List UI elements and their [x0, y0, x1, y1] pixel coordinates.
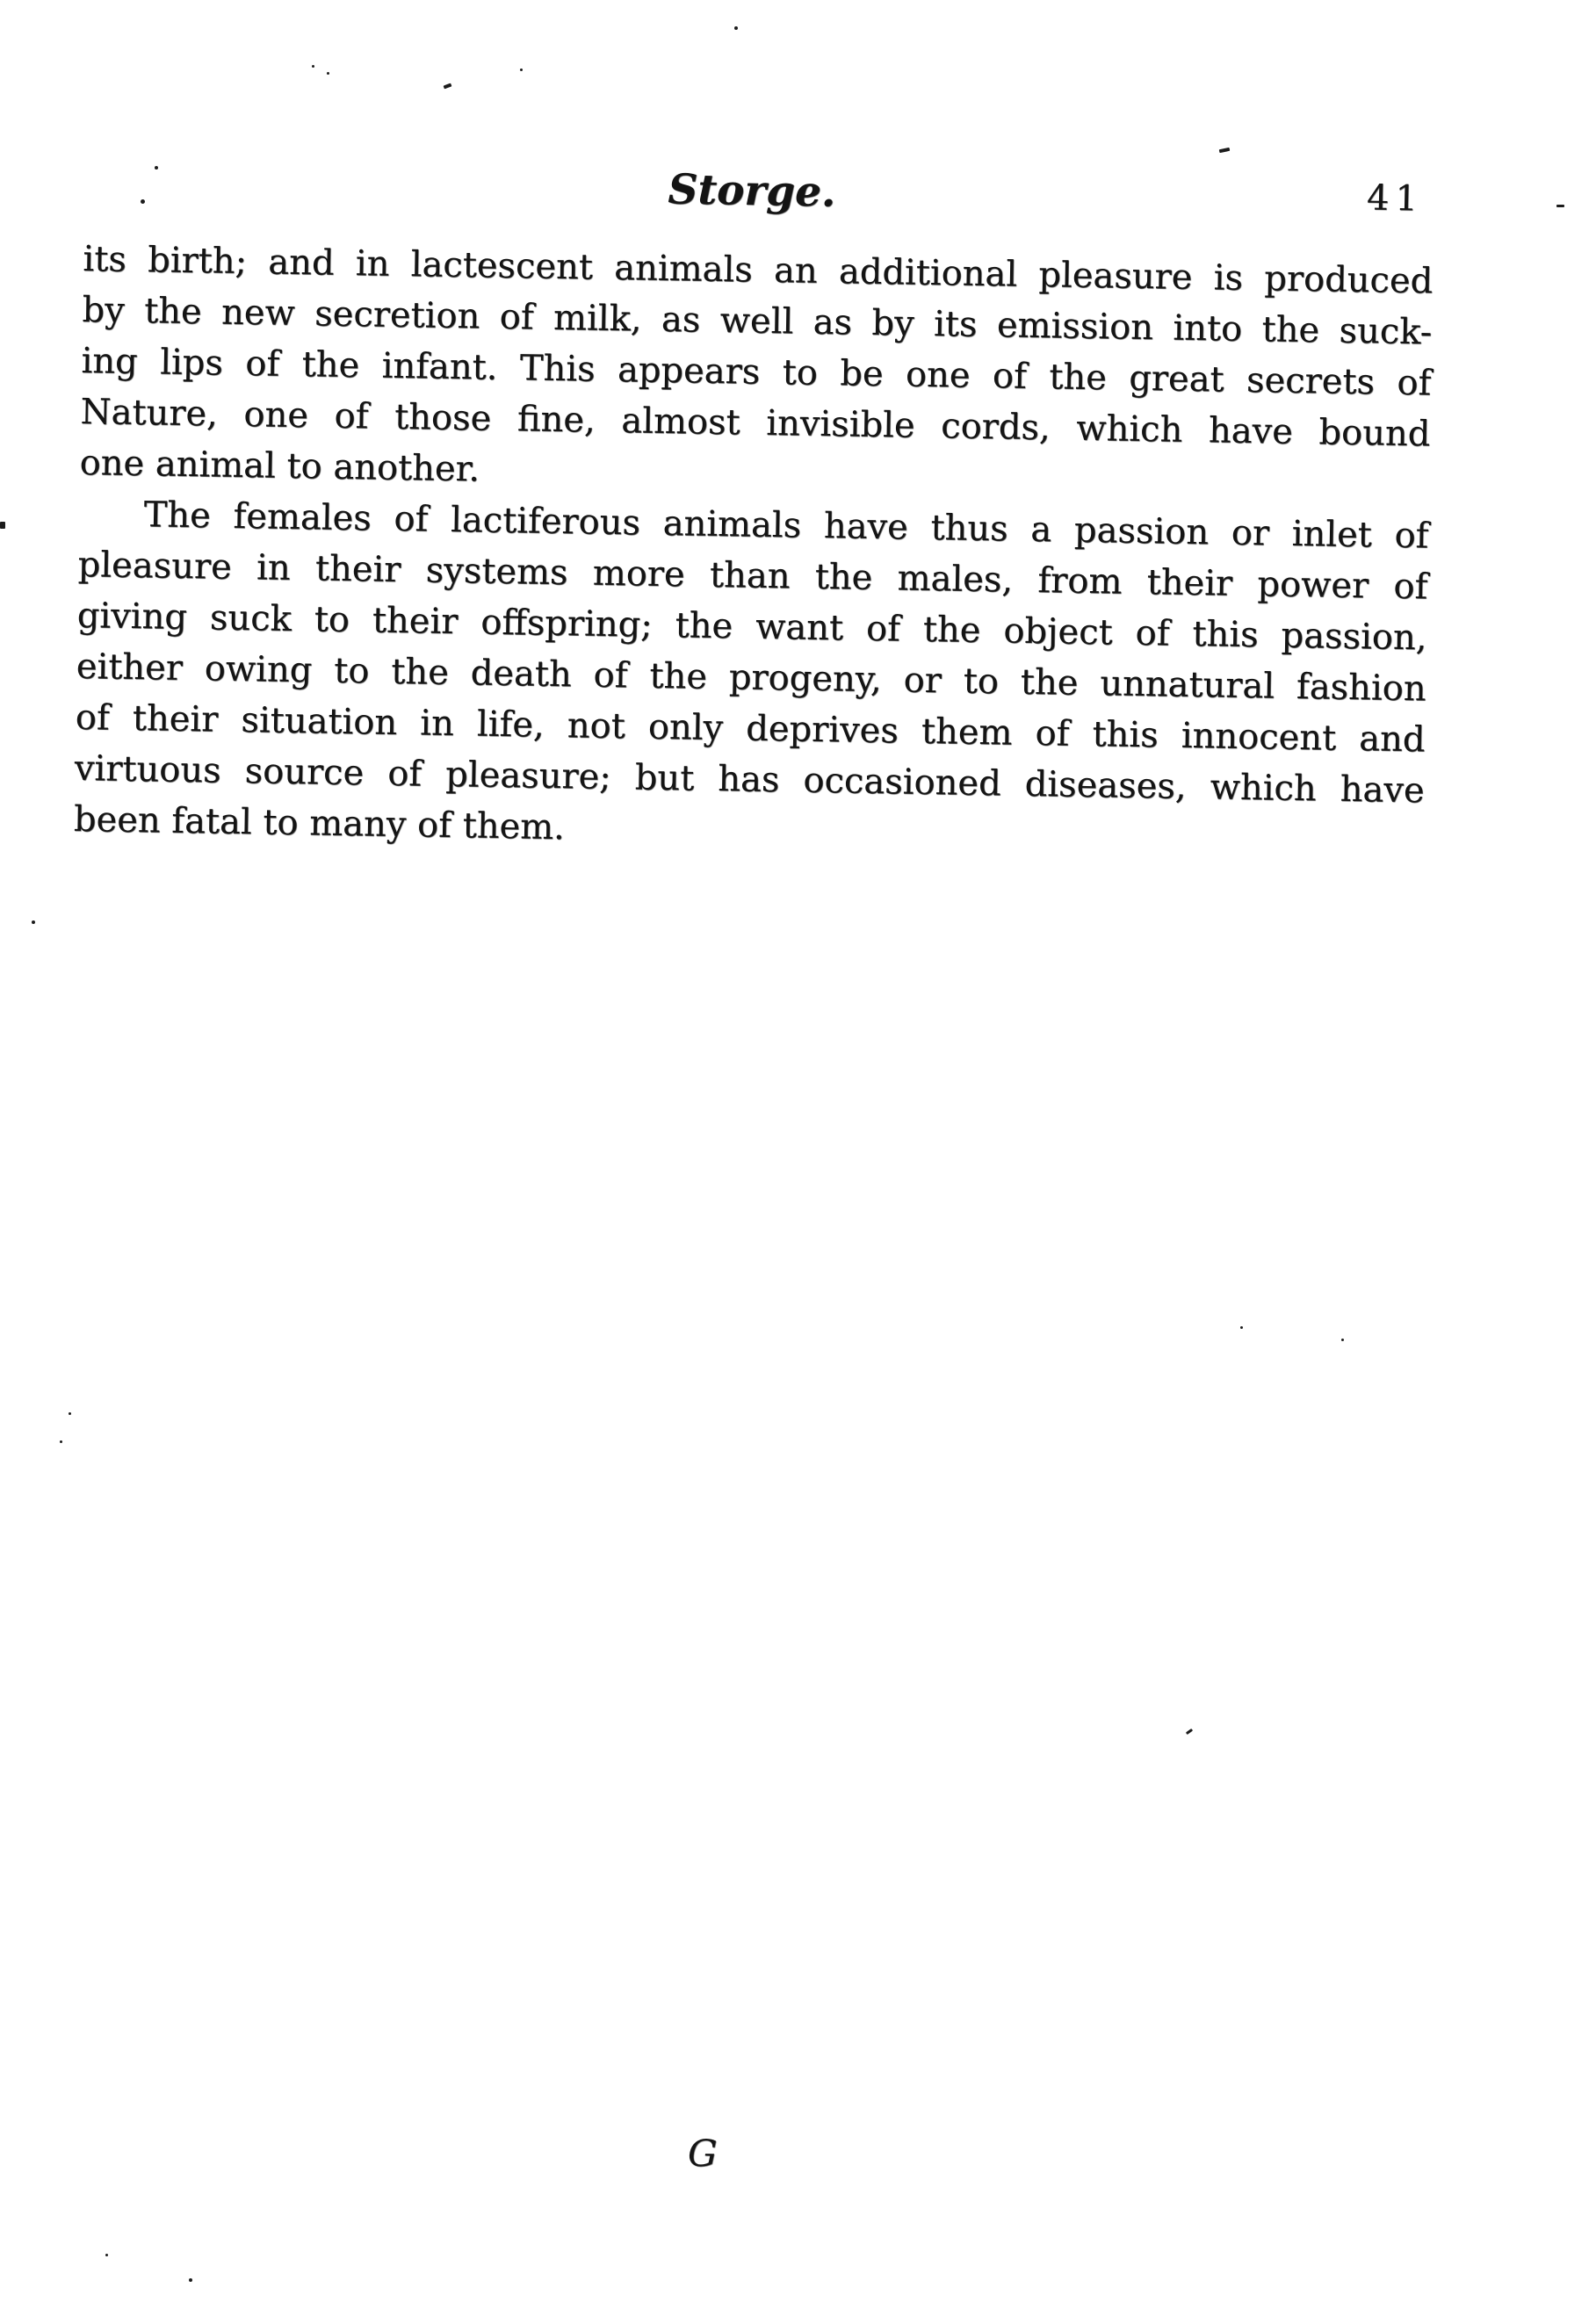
scan-speck	[444, 83, 452, 90]
scan-speck	[189, 2278, 192, 2282]
scan-speck	[327, 72, 329, 75]
body-text	[73, 234, 1433, 867]
scan-speck	[60, 1440, 62, 1443]
text-line: either owing to the death of the progeny, or to the unnatural fashion	[76, 646, 1426, 710]
text-line: been fatal to many of them.	[73, 798, 566, 848]
scan-speck	[1240, 1326, 1243, 1329]
scan-speck	[1341, 1339, 1344, 1341]
scan-speck	[312, 65, 314, 68]
scan-speck	[32, 920, 35, 924]
scan-speck	[105, 2254, 108, 2256]
scan-speck	[734, 26, 738, 30]
text-line: one animal to another.	[79, 442, 480, 490]
scan-speck	[0, 522, 5, 529]
text-line: its birth; and in lactescent animals an additional pleasure is produced	[83, 238, 1434, 302]
scan-speck	[1186, 1729, 1193, 1735]
text-line: virtuous source of pleasure; but has occasioned diseases, which have	[74, 747, 1425, 812]
text-line: of their situation in life, not only deprives them of this innocent and	[75, 696, 1426, 761]
text-line: ing lips of the infant. This appears to be one of the great secrets of	[81, 340, 1432, 404]
scan-speck	[520, 69, 523, 71]
text-line: by the new secretion of milk, as well as by its emission into the suck-	[82, 289, 1433, 353]
scan-speck	[141, 199, 145, 204]
text-line: pleasure in their systems more than the males, from their power of	[77, 544, 1428, 608]
scan-speck	[155, 166, 158, 170]
text-line: The females of lactiferous animals have thus a passion or inlet of	[143, 494, 1429, 557]
scan-speck	[1219, 148, 1231, 153]
scan-speck	[69, 1412, 71, 1415]
text-line: giving suck to their offspring; the want of the object of this passion,	[76, 595, 1427, 659]
page-number: 41	[1366, 177, 1425, 220]
running-header: Storge.	[668, 165, 836, 217]
scan-speck	[1556, 205, 1564, 207]
text-line: Nature, one of those fine, almost invisible cords, which have bound	[80, 391, 1431, 455]
signature-mark: G	[687, 2131, 718, 2176]
